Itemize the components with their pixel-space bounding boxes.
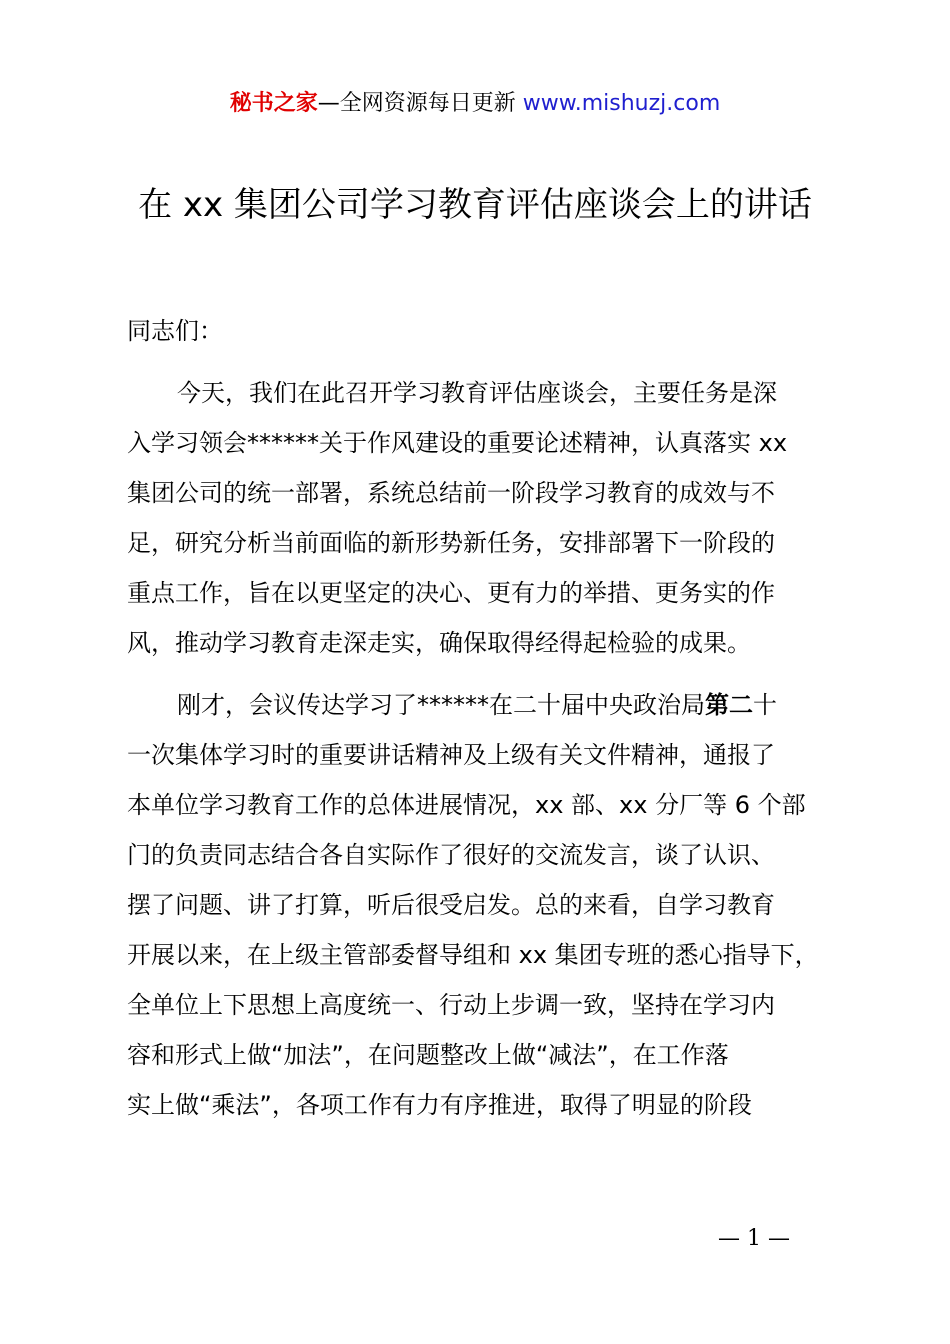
paragraph-line: 集团公司的统一部署，系统总结前一阶段学习教育的成效与不 bbox=[127, 479, 775, 507]
paragraph-line: 今天，我们在此召开学习教育评估座谈会，主要任务是深 bbox=[177, 379, 777, 407]
site-header bbox=[0, 88, 950, 120]
first-line-end-text: 十 bbox=[753, 691, 777, 719]
paragraph-line: 门的负责同志结合各自实际作了很好的交流发言，谈了认识、 bbox=[127, 841, 775, 869]
paragraph-line: 风，推动学习教育走深走实，确保取得经得起检验的成果。 bbox=[127, 629, 751, 657]
paragraph-line: 开展以来，在上级主管部委督导组和 xx 集团专班的悉心指导下， bbox=[127, 941, 819, 969]
site-tagline: —全网资源每日更新 bbox=[317, 91, 523, 116]
paragraph-line: 足，研究分析当前面临的新形势新任务，安排部署下一阶段的 bbox=[127, 529, 775, 557]
paragraph-line: 重点工作，旨在以更坚定的决心、更有力的举措、更务实的作 bbox=[127, 579, 775, 607]
page-number: — 1 — bbox=[718, 1226, 790, 1251]
bold-text: 第二 bbox=[705, 691, 753, 719]
paragraph-line: 入学习领会******关于作风建设的重要论述精神，认真落实 xx bbox=[127, 429, 788, 457]
paragraph-line: 本单位学习教育工作的总体进展情况，xx 部、xx 分厂等 6 个部 bbox=[127, 791, 806, 819]
paragraph-line: 全单位上下思想上高度统一、行动上步调一致，坚持在学习内 bbox=[127, 991, 775, 1019]
site-brand: 秘书之家 bbox=[229, 91, 318, 116]
paragraph-line: 实上做“乘法”，各项工作有力有序推进，取得了明显的阶段 bbox=[127, 1091, 752, 1119]
paragraph-line: 一次集体学习时的重要讲话精神及上级有关文件精神，通报了 bbox=[127, 741, 775, 769]
salutation: 同志们： bbox=[127, 317, 223, 345]
paragraph-2 bbox=[127, 680, 827, 1130]
paragraph-line: 容和形式上做“加法”，在问题整改上做“减法”，在工作落 bbox=[127, 1041, 729, 1069]
paragraph-line: 摆了问题、讲了打算，听后很受启发。总的来看，自学习教育 bbox=[127, 891, 775, 919]
paragraph-first-line bbox=[127, 680, 827, 730]
site-url-link[interactable]: www.mishuzj.com bbox=[522, 91, 721, 116]
paragraph-1 bbox=[127, 368, 827, 668]
first-line-text: 刚才，会议传达学习了******在二十届中央政治局 bbox=[177, 691, 705, 719]
document-title: 在 xx 集团公司学习教育评估座谈会上的讲话 bbox=[138, 185, 812, 225]
